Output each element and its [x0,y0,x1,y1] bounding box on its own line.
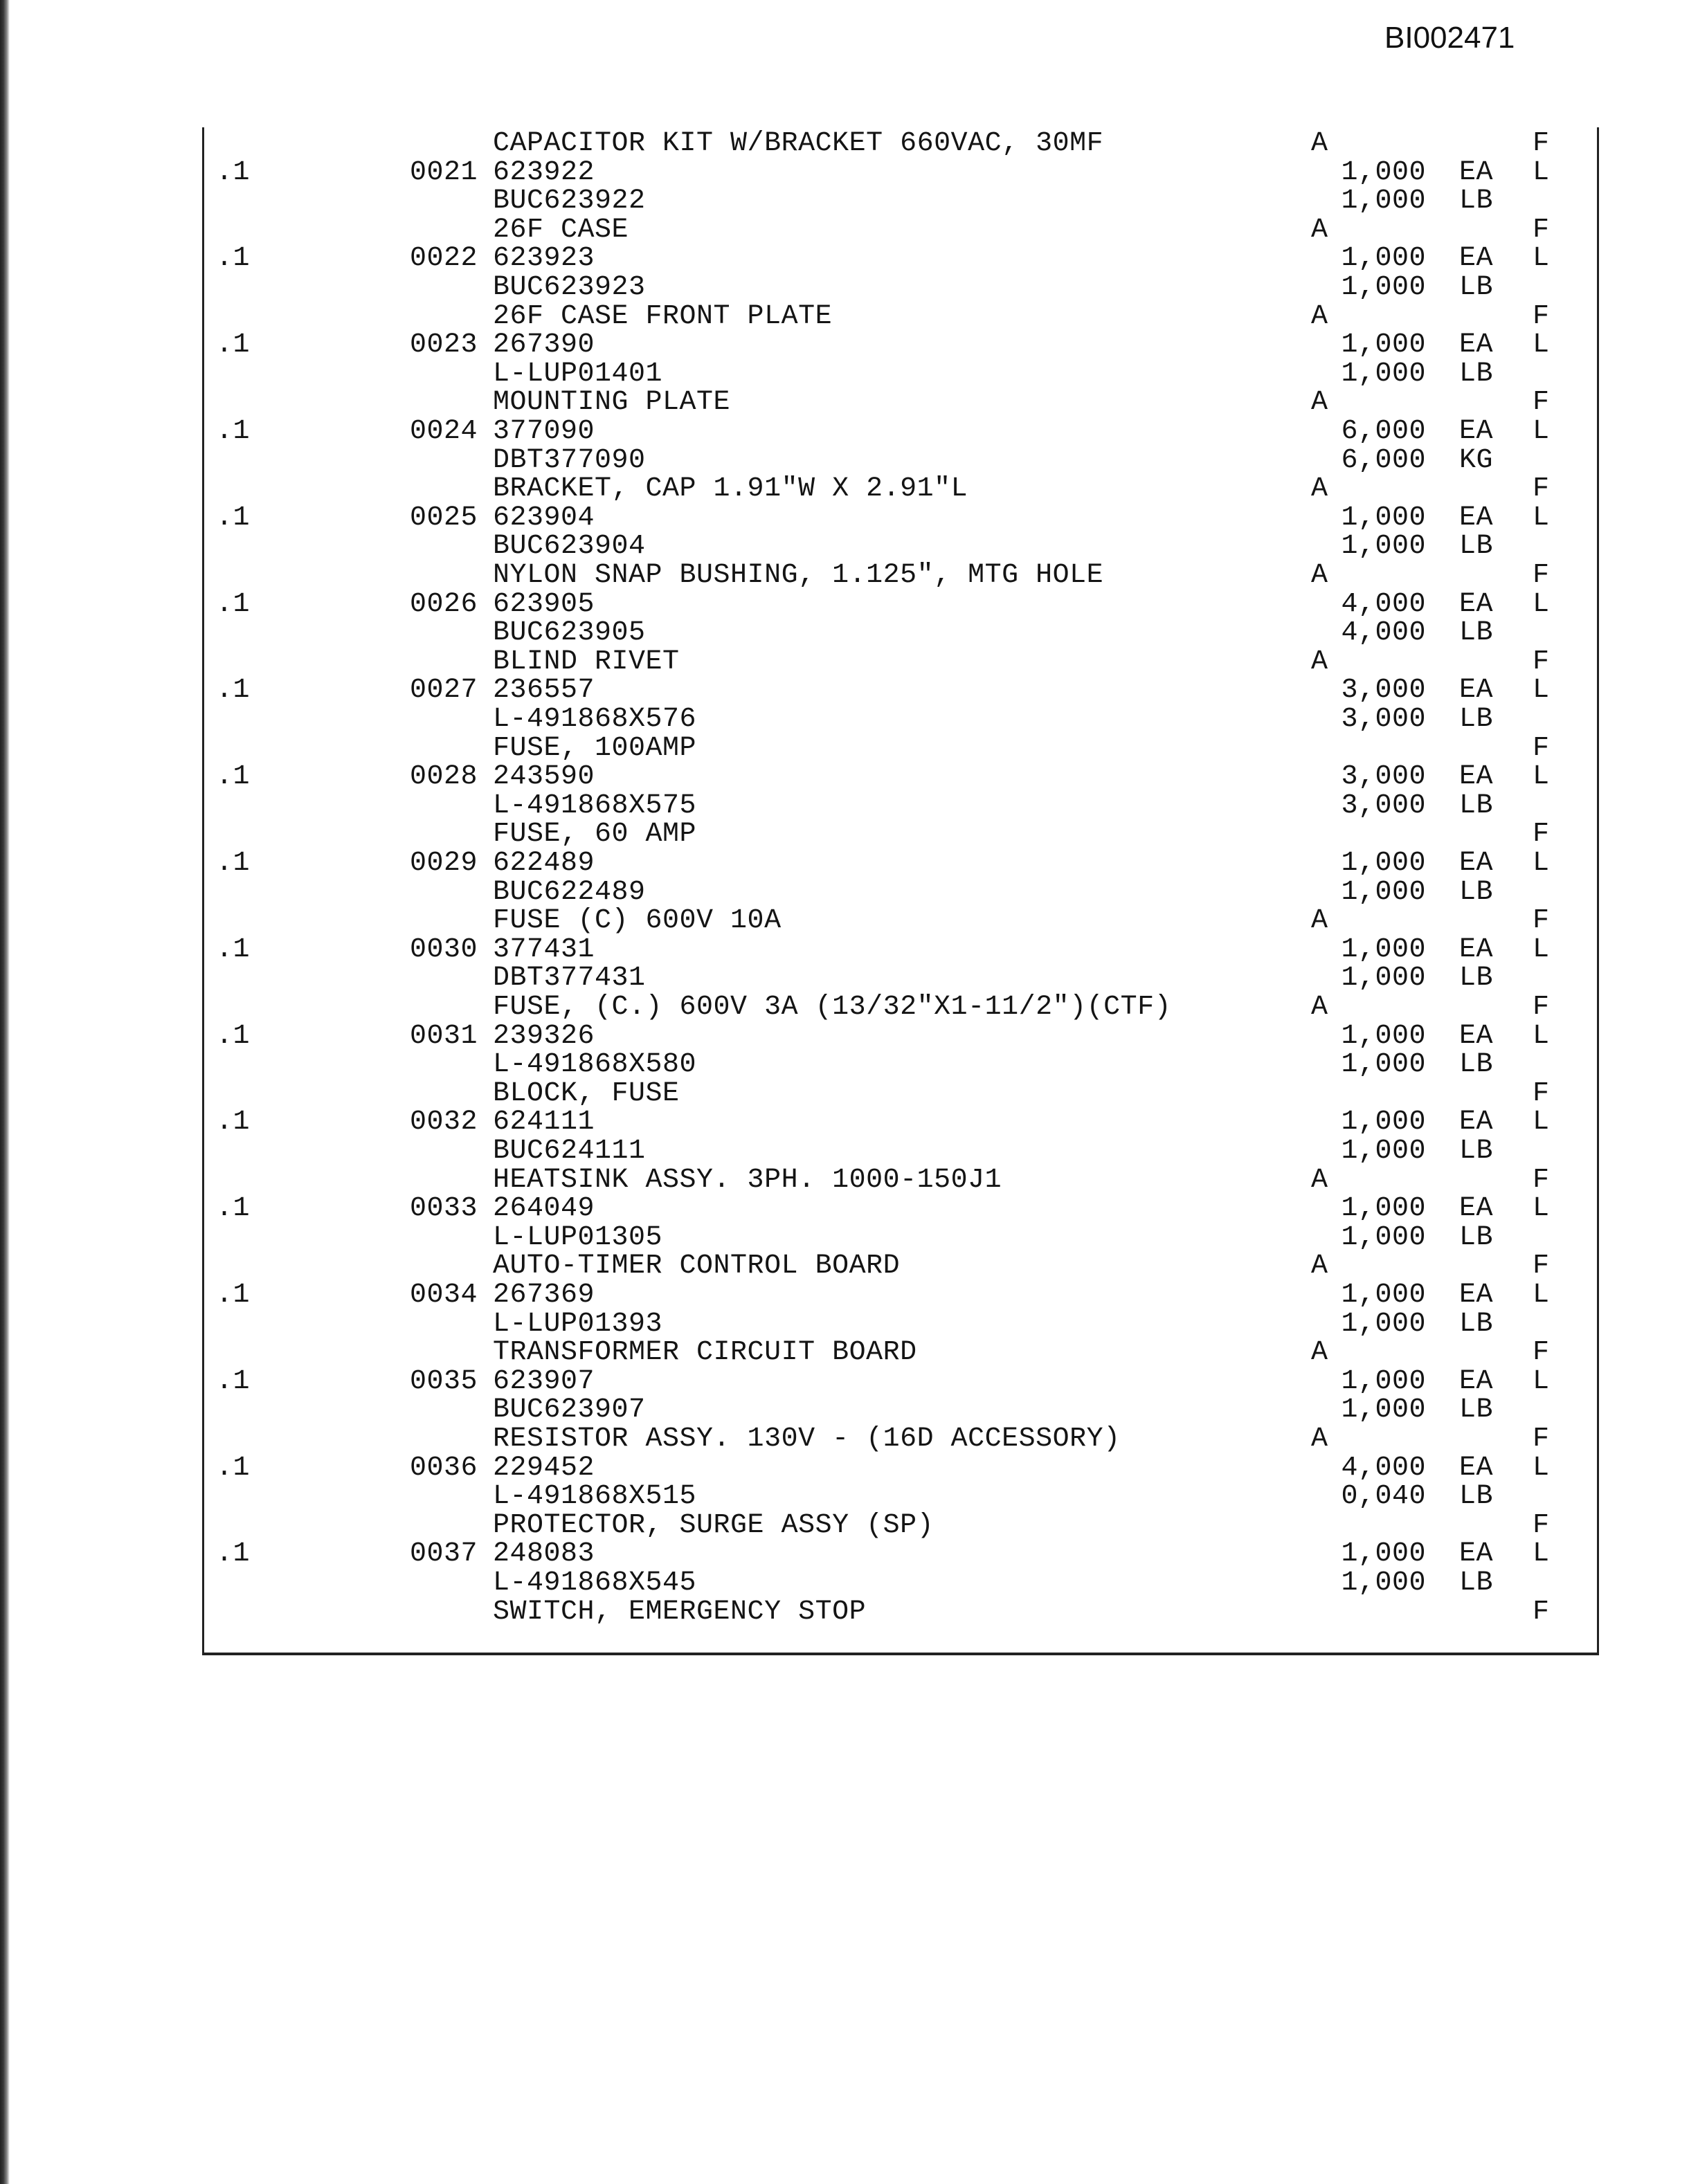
flag-letter: F [1533,1423,1550,1455]
item-number: 0037 [410,1538,478,1569]
flag-letter: F [1533,301,1550,332]
level-marker: .1 [216,243,251,274]
quantity: 6,000 [1341,416,1426,447]
line-text: 26F CASE FRONT PLATE [493,301,833,332]
line-text: 239326 [493,1021,595,1052]
code-letter: A [1311,905,1328,936]
quantity: 1,000 [1341,502,1426,534]
line-text: 377090 [493,416,595,447]
quantity: 1,000 [1341,1107,1426,1138]
code-letter: A [1311,387,1328,418]
quantity: 1,000 [1341,272,1426,303]
line-text: 623922 [493,157,595,188]
unit-of-measure: LB [1459,358,1494,390]
flag-letter: F [1533,1510,1550,1541]
unit-of-measure: LB [1459,1049,1494,1080]
line-text: FUSE, (C.) 600V 3A (13/32"X1-11/2")(CTF) [493,992,1172,1023]
flag-letter: L [1533,416,1550,447]
unit-of-measure: EA [1459,243,1494,274]
flag-letter: F [1533,215,1550,246]
unit-of-measure: LB [1459,617,1494,648]
unit-of-measure: EA [1459,1021,1494,1052]
line-text: 248083 [493,1538,595,1569]
flag-letter: F [1533,1596,1550,1628]
flag-letter: L [1533,1453,1550,1484]
quantity: 3,000 [1341,761,1426,792]
item-number: 0021 [410,157,478,188]
flag-letter: F [1533,1165,1550,1196]
flag-letter: F [1533,646,1550,677]
unit-of-measure: LB [1459,1136,1494,1167]
flag-letter: F [1533,905,1550,936]
document-id: BI002471 [1384,21,1515,55]
level-marker: .1 [216,157,251,188]
line-text: RESISTOR ASSY. 130V - (16D ACCESSORY) [493,1423,1121,1455]
flag-letter: L [1533,675,1550,706]
code-letter: A [1311,646,1328,677]
item-number: 0023 [410,329,478,361]
unit-of-measure: LB [1459,1309,1494,1340]
code-letter: A [1311,1165,1328,1196]
unit-of-measure: KG [1459,445,1494,476]
code-letter: A [1311,473,1328,504]
line-text: FUSE, 100AMP [493,733,697,764]
code-letter: A [1311,560,1328,591]
quantity: 3,000 [1341,704,1426,735]
line-text: 243590 [493,761,595,792]
line-text: BUC624111 [493,1136,646,1167]
line-text: DBT377431 [493,963,646,994]
quantity: 1,000 [1341,1049,1426,1080]
code-letter: A [1311,301,1328,332]
line-text: FUSE, 60 AMP [493,819,697,850]
code-letter: A [1311,215,1328,246]
line-text: BUC623905 [493,617,646,648]
quantity: 1,000 [1341,329,1426,361]
line-text: PROTECTOR, SURGE ASSY (SP) [493,1510,934,1541]
flag-letter: L [1533,1107,1550,1138]
level-marker: .1 [216,1453,251,1484]
unit-of-measure: LB [1459,1567,1494,1599]
quantity: 4,000 [1341,589,1426,620]
unit-of-measure: EA [1459,848,1494,879]
line-text: BLIND RIVET [493,646,680,677]
line-text: FUSE (C) 600V 10A [493,905,782,936]
line-text: BRACKET, CAP 1.91"W X 2.91"L [493,473,968,504]
quantity: 1,000 [1341,1538,1426,1569]
unit-of-measure: LB [1459,531,1494,562]
line-text: 624111 [493,1107,595,1138]
quantity: 1,000 [1341,243,1426,274]
unit-of-measure: EA [1459,502,1494,534]
unit-of-measure: EA [1459,1366,1494,1397]
flag-letter: L [1533,761,1550,792]
item-number: 0034 [410,1280,478,1311]
unit-of-measure: LB [1459,272,1494,303]
flag-letter: L [1533,934,1550,965]
line-text: L-LUP01393 [493,1309,663,1340]
line-text: L-LUP01305 [493,1222,663,1253]
level-marker: .1 [216,675,251,706]
flag-letter: L [1533,1538,1550,1569]
quantity: 4,000 [1341,617,1426,648]
line-text: BLOCK, FUSE [493,1078,680,1109]
code-letter: A [1311,128,1328,159]
flag-letter: L [1533,1280,1550,1311]
level-marker: .1 [216,502,251,534]
line-text: BUC623907 [493,1394,646,1426]
unit-of-measure: EA [1459,934,1494,965]
unit-of-measure: EA [1459,1107,1494,1138]
quantity: 1,000 [1341,848,1426,879]
code-letter: A [1311,1250,1328,1282]
level-marker: .1 [216,1366,251,1397]
flag-letter: F [1533,1078,1550,1109]
item-number: 0027 [410,675,478,706]
quantity: 1,000 [1341,1193,1426,1224]
item-number: 0035 [410,1366,478,1397]
quantity: 1,000 [1341,1394,1426,1426]
item-number: 0032 [410,1107,478,1138]
unit-of-measure: LB [1459,704,1494,735]
line-text: MOUNTING PLATE [493,387,731,418]
line-text: SWITCH, EMERGENCY STOP [493,1596,867,1628]
line-text: 267390 [493,329,595,361]
quantity: 1,000 [1341,1280,1426,1311]
level-marker: .1 [216,416,251,447]
flag-letter: F [1533,1250,1550,1282]
line-text: AUTO-TIMER CONTROL BOARD [493,1250,901,1282]
quantity: 1,000 [1341,531,1426,562]
level-marker: .1 [216,848,251,879]
quantity: 4,000 [1341,1453,1426,1484]
line-text: BUC623904 [493,531,646,562]
quantity: 1,000 [1341,185,1426,217]
flag-letter: L [1533,1193,1550,1224]
unit-of-measure: LB [1459,1394,1494,1426]
code-letter: A [1311,1423,1328,1455]
line-text: BUC623923 [493,272,646,303]
unit-of-measure: EA [1459,1280,1494,1311]
level-marker: .1 [216,1538,251,1569]
flag-letter: L [1533,1021,1550,1052]
line-text: HEATSINK ASSY. 3PH. 1000-150J1 [493,1165,1002,1196]
item-number: 0022 [410,243,478,274]
level-marker: .1 [216,1193,251,1224]
unit-of-measure: LB [1459,185,1494,217]
item-number: 0029 [410,848,478,879]
quantity: 1,000 [1341,1021,1426,1052]
quantity: 3,000 [1341,675,1426,706]
unit-of-measure: LB [1459,790,1494,821]
line-text: 267369 [493,1280,595,1311]
item-number: 0025 [410,502,478,534]
code-letter: A [1311,1337,1328,1368]
flag-letter: F [1533,473,1550,504]
line-text: DBT377090 [493,445,646,476]
item-number: 0026 [410,589,478,620]
flag-letter: F [1533,733,1550,764]
line-text: L-491868X545 [493,1567,697,1599]
line-text: L-491868X576 [493,704,697,735]
line-text: 264049 [493,1193,595,1224]
quantity: 1,000 [1341,1309,1426,1340]
flag-letter: F [1533,992,1550,1023]
unit-of-measure: EA [1459,761,1494,792]
flag-letter: L [1533,1366,1550,1397]
level-marker: .1 [216,1021,251,1052]
line-text: 623904 [493,502,595,534]
line-text: CAPACITOR KIT W/BRACKET 660VAC, 30MF [493,128,1104,159]
item-number: 0024 [410,416,478,447]
line-text: L-491868X575 [493,790,697,821]
level-marker: .1 [216,329,251,361]
line-text: 377431 [493,934,595,965]
quantity: 1,000 [1341,1366,1426,1397]
item-number: 0033 [410,1193,478,1224]
flag-letter: F [1533,1337,1550,1368]
unit-of-measure: LB [1459,877,1494,908]
flag-letter: F [1533,560,1550,591]
line-text: 229452 [493,1453,595,1484]
flag-letter: L [1533,848,1550,879]
line-text: L-LUP01401 [493,358,663,390]
quantity: 1,000 [1341,1222,1426,1253]
flag-letter: L [1533,502,1550,534]
line-text: 236557 [493,675,595,706]
flag-letter: F [1533,387,1550,418]
unit-of-measure: EA [1459,589,1494,620]
line-text: 623905 [493,589,595,620]
line-text: L-491868X515 [493,1481,697,1512]
quantity: 1,000 [1341,358,1426,390]
line-text: 622489 [493,848,595,879]
level-marker: .1 [216,761,251,792]
quantity: 1,000 [1341,1567,1426,1599]
line-text: 623907 [493,1366,595,1397]
unit-of-measure: EA [1459,1538,1494,1569]
flag-letter: F [1533,819,1550,850]
item-number: 0030 [410,934,478,965]
unit-of-measure: EA [1459,157,1494,188]
flag-letter: L [1533,157,1550,188]
item-number: 0031 [410,1021,478,1052]
quantity: 1,000 [1341,963,1426,994]
unit-of-measure: EA [1459,416,1494,447]
line-text: BUC623922 [493,185,646,217]
quantity: 1,000 [1341,934,1426,965]
unit-of-measure: LB [1459,1481,1494,1512]
flag-letter: L [1533,243,1550,274]
item-number: 0028 [410,761,478,792]
unit-of-measure: EA [1459,1453,1494,1484]
quantity: 1,000 [1341,877,1426,908]
line-text: 26F CASE [493,215,629,246]
level-marker: .1 [216,1280,251,1311]
line-text: L-491868X580 [493,1049,697,1080]
level-marker: .1 [216,934,251,965]
level-marker: .1 [216,589,251,620]
quantity: 1,000 [1341,157,1426,188]
unit-of-measure: EA [1459,329,1494,361]
quantity: 3,000 [1341,790,1426,821]
line-text: BUC622489 [493,877,646,908]
quantity: 0,040 [1341,1481,1426,1512]
level-marker: .1 [216,1107,251,1138]
flag-letter: L [1533,589,1550,620]
scan-edge [0,0,10,2184]
item-number: 0036 [410,1453,478,1484]
unit-of-measure: LB [1459,1222,1494,1253]
flag-letter: L [1533,329,1550,361]
quantity: 6,000 [1341,445,1426,476]
code-letter: A [1311,992,1328,1023]
unit-of-measure: LB [1459,963,1494,994]
unit-of-measure: EA [1459,675,1494,706]
line-text: NYLON SNAP BUSHING, 1.125", MTG HOLE [493,560,1104,591]
quantity: 1,000 [1341,1136,1426,1167]
unit-of-measure: EA [1459,1193,1494,1224]
line-text: TRANSFORMER CIRCUIT BOARD [493,1337,917,1368]
line-text: 623923 [493,243,595,274]
flag-letter: F [1533,128,1550,159]
